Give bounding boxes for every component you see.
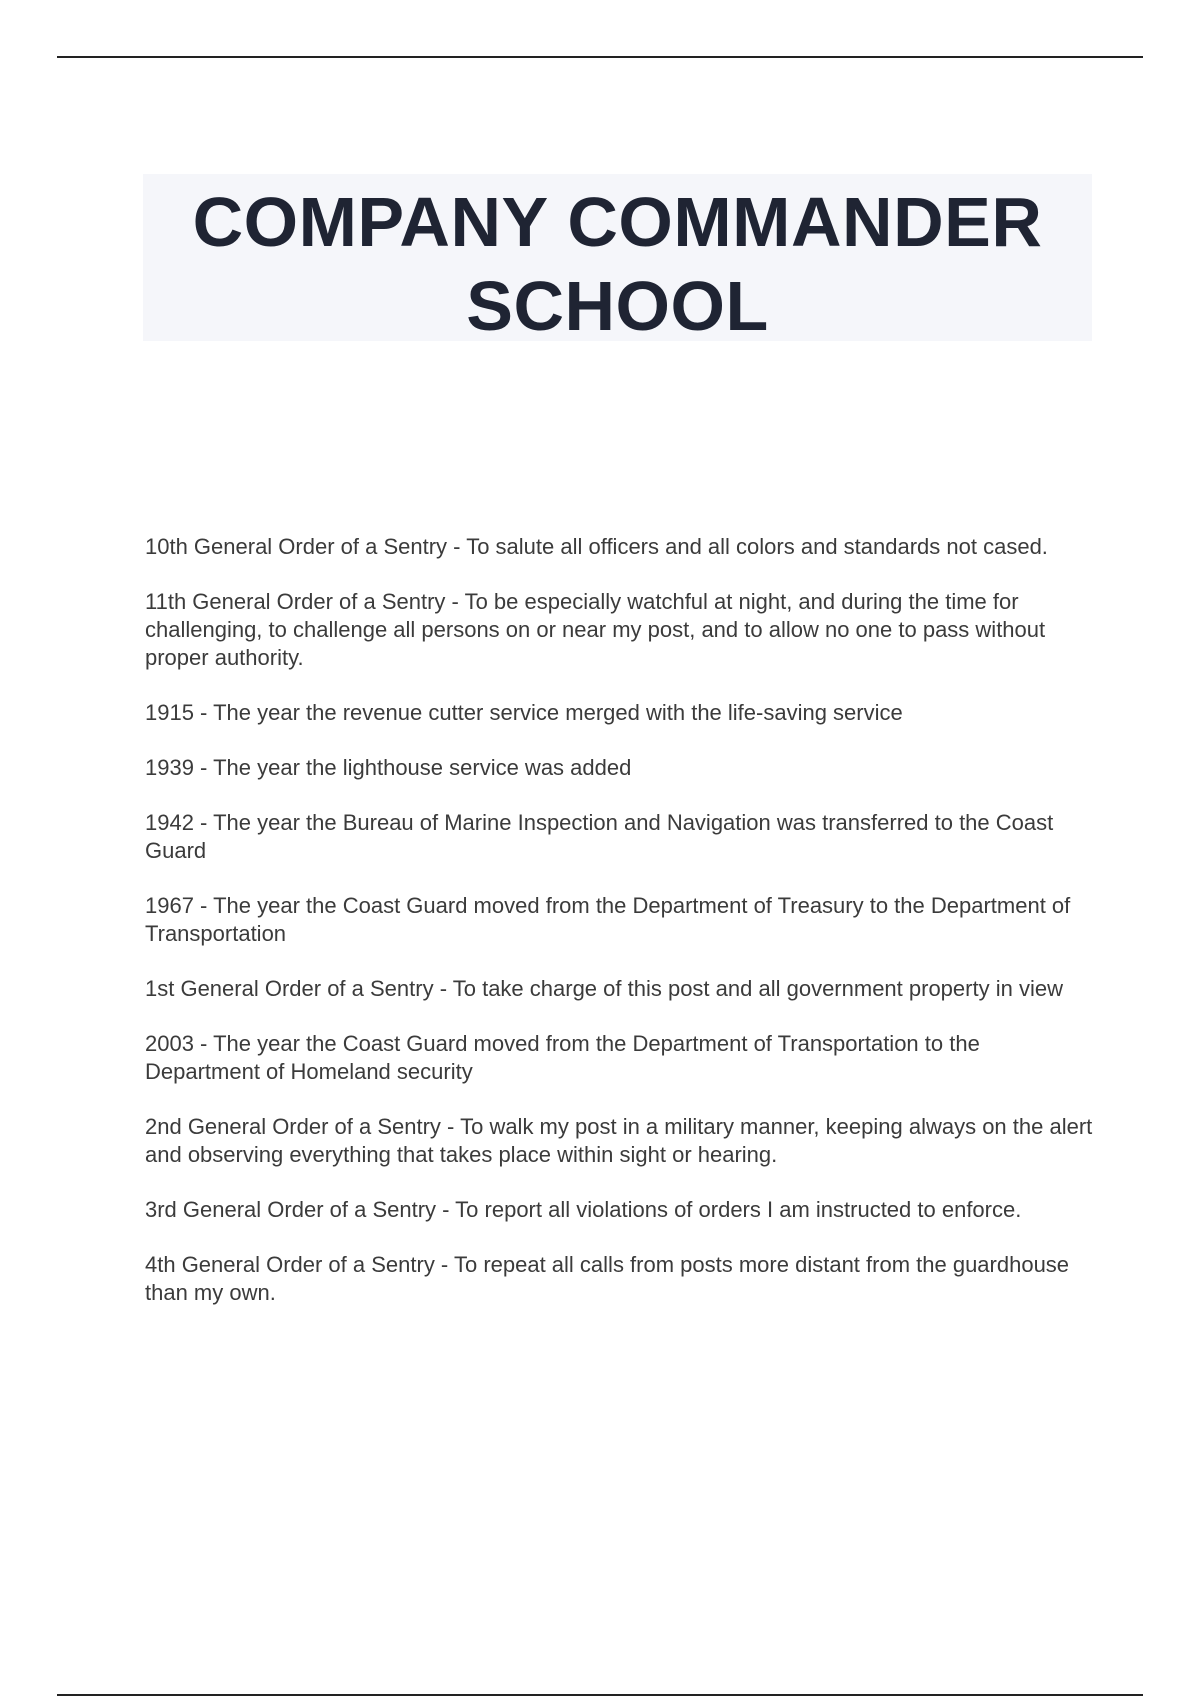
entry-item: 2003 - The year the Coast Guard moved from the Department of Transportation to the Department of Homeland security [145, 1031, 980, 1084]
document-title: COMPANY COMMANDER SCHOOL [192, 183, 1043, 345]
entry-item: 1939 - The year the lighthouse service was added [145, 755, 632, 780]
entry-item: 1st General Order of a Sentry - To take charge of this post and all government property in view [145, 976, 1063, 1001]
entry-list [145, 533, 1095, 1334]
entry-item: 1967 - The year the Coast Guard moved from the Department of Treasury to the Department of Transportation [145, 893, 1071, 946]
entry-item: 1915 - The year the revenue cutter service merged with the life-saving service [145, 700, 903, 725]
entry-item: 11th General Order of a Sentry - To be especially watchful at night, and during the time for challenging, to challenge all persons on or near my post, and to allow no one to pass without proper authority. [145, 589, 1046, 670]
top-divider [57, 56, 1143, 58]
entry-item: 1942 - The year the Bureau of Marine Inspection and Navigation was transferred to the Coast Guard [145, 810, 1054, 863]
title-banner [143, 174, 1092, 345]
entry-item: 4th General Order of a Sentry - To repeat all calls from posts more distant from the guardhouse than my own. [145, 1252, 1070, 1305]
entry-item: 3rd General Order of a Sentry - To report all violations of orders I am instructed to enforce. [145, 1197, 1022, 1222]
bottom-divider [57, 1694, 1143, 1696]
entry-item: 2nd General Order of a Sentry - To walk my post in a military manner, keeping always on the alert and observing everything that takes place within sight or hearing. [145, 1114, 1093, 1167]
entry-item: 10th General Order of a Sentry - To salute all officers and all colors and standards not cased. [145, 534, 1048, 559]
